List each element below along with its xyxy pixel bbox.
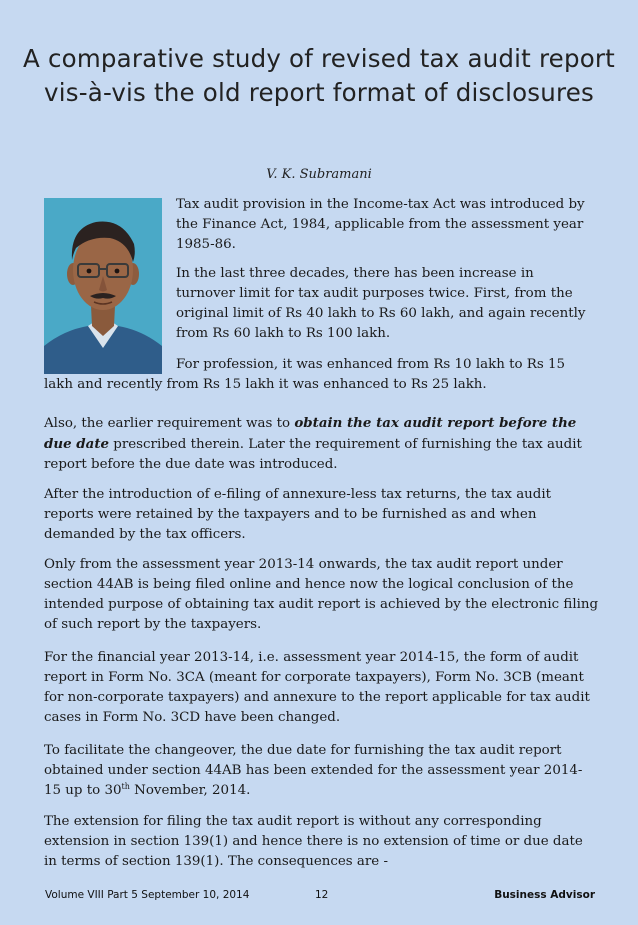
footer-issue: Volume VIII Part 5 September 10, 2014 [45, 889, 250, 901]
author-byline: V. K. Subramani [266, 167, 372, 182]
paragraph-text: To facilitate the changeover, the due date for furnishing the tax audit report obtained under section 44AB has been extended for the assessment year 2014-15 up to 30 [44, 743, 583, 798]
paragraph-earlier-requirement [44, 413, 596, 475]
paragraph-text: Also, the earlier requirement was to [44, 416, 295, 431]
paragraph-due-date [44, 741, 596, 801]
author-portrait-icon [44, 198, 162, 374]
paragraph-text: prescribed therein. Later the requirement of furnishing the tax audit report before the due date was introduced. [44, 437, 582, 472]
page-footer [45, 889, 595, 905]
paragraph-text: November, 2014. [129, 783, 251, 798]
paragraph-efiling: After the introduction of e-filing of annexure-less tax returns, the tax audit reports were retained by the taxpayers and to be furnished as and when demanded by the tax officers. [44, 487, 552, 542]
paragraph-extension: The extension for filing the tax audit report is without any corresponding extension in section 139(1) and hence there is no extension of time or due date in terms of section 139(1). The consequences are - [44, 814, 583, 869]
author-photo [44, 198, 162, 374]
paragraph-turnover-limit: In the last three decades, there has been increase in turnover limit for tax audit purposes twice. First, from the original limit of Rs 40 lakh to Rs 60 lakh, and again recently from Rs 60 lakh to Rs 100 lakh. [176, 266, 586, 341]
article-title: A comparative study of revised tax audit report vis-à-vis the old report format of disclosures [23, 44, 615, 107]
page-number: 12 [315, 889, 329, 901]
paragraph-intro: Tax audit provision in the Income-tax Act was introduced by the Finance Act, 1984, applicable from the assessment year 1985-86. [176, 197, 585, 252]
publication-name: Business Advisor [494, 889, 595, 901]
superscript: th [121, 782, 130, 791]
emphasized-text: obtain the tax audit report before the due date [44, 415, 577, 452]
paragraph-profession: For profession, it was enhanced from Rs 10 lakh to Rs 15 lakh and recently from Rs 15 lakh it was enhanced to Rs 25 lakh. [44, 357, 566, 392]
paragraph-form-changes: For the financial year 2013-14, i.e. assessment year 2014-15, the form of audit report in Form No. 3CA (meant for corporate taxpayers), Form No. 3CB (meant for non-corporate taxpayers) and annexure to the report applicable for tax audit cases in Form No. 3CD have been changed. [44, 650, 590, 725]
paragraph-online-filing: Only from the assessment year 2013-14 onwards, the tax audit report under section 44AB is being filed online and hence now the logical conclusion of the intended purpose of obtaining tax audit report is achieved by the electronic filing of such report by the taxpayers. [44, 557, 599, 632]
